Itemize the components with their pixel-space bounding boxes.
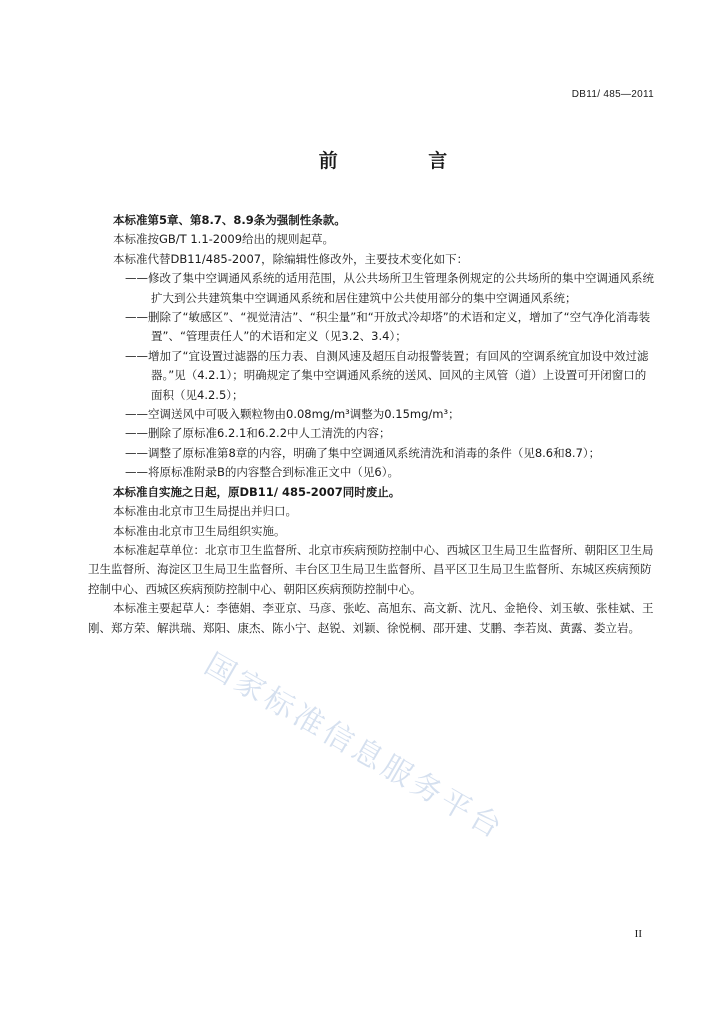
paragraph-mandatory: 本标准第5章、第8.7、8.9条为强制性条款。 [113, 213, 346, 227]
change-item: ——空调送风中可吸入颗粒物由0.08mg/m³调整为0.15mg/m³； [125, 407, 460, 422]
change-item: ——将原标准附录B的内容整合到标准正文中（见6）。 [125, 465, 399, 480]
paragraph-drafting-units: 本标准起草单位：北京市卫生监督所、北京市疾病预防控制中心、西城区卫生局卫生监督所、朝阳区卫生局卫生监督所、海淀区卫生局卫生监督所、丰台区卫生局卫生监督所、昌平区卫生局卫生监督所、东城区疾病预防控制中心、西城区疾病预防控制中心、朝阳区疾病预防控制中心。 [88, 542, 654, 596]
paragraph-proposer: 本标准由北京市卫生局提出并归口。 [113, 504, 297, 519]
watermark: 国家标准信息服务平台 [198, 646, 511, 848]
page-number: II [634, 928, 642, 940]
paragraph-abolish: 本标准自实施之日起，原DB11/ 485-2007同时废止。 [113, 484, 401, 499]
paragraph-replaces: 本标准代替DB11/485-2007，除编辑性修改外，主要技术变化如下： [113, 251, 469, 266]
paragraph-drafting-rule: 本标准按GB/T 1.1-2009给出的规则起草。 [113, 232, 335, 247]
change-item: ——删除了原标准6.2.1和6.2.2中人工清洗的内容； [125, 426, 391, 441]
page-title: 前 言 [318, 150, 490, 172]
change-item: ——修改了集中空调通风系统的适用范围，从公共场所卫生管理条例规定的公共场所的集中空调通风系统扩大到公共建筑集中空调通风系统和居住建筑中公共使用部分的集中空调通风系统； [125, 271, 654, 305]
change-item: ——调整了原标准第8章的内容，明确了集中空调通风系统清洗和消毒的条件（见8.6和8.7）； [125, 445, 601, 460]
paragraph-drafters: 本标准主要起草人：李德娟、李亚京、马彦、张屹、高旭东、高文新、沈凡、金艳伶、刘玉敏、张桂斌、王刚、郑方荣、解洪瑞、郑阳、康杰、陈小宁、赵锐、刘颖、徐悦桐、邵开建、艾鹏、李若岚、黄露、娄立岩。 [88, 601, 654, 635]
change-item: ——删除了“敏感区”、“视觉清洁”、“积尘量”和“开放式冷却塔”的术语和定义，增加了“空气净化消毒装置”、“管理责任人”的术语和定义（见3.2、3.4）； [125, 310, 651, 344]
standard-code: DB11/ 485—2011 [571, 89, 654, 100]
change-item: ——增加了“宜设置过滤器的压力表、自测风速及超压自动报警装置；有回风的空调系统宜加设中效过滤器。”见（4.2.1）；明确规定了集中空调通风系统的送风、回风的主风管（道）上设置可开闭窗口的面积（见4.2.5）； [125, 348, 649, 402]
document-body [88, 211, 656, 638]
paragraph-implementer: 本标准由北京市卫生局组织实施。 [113, 523, 286, 538]
